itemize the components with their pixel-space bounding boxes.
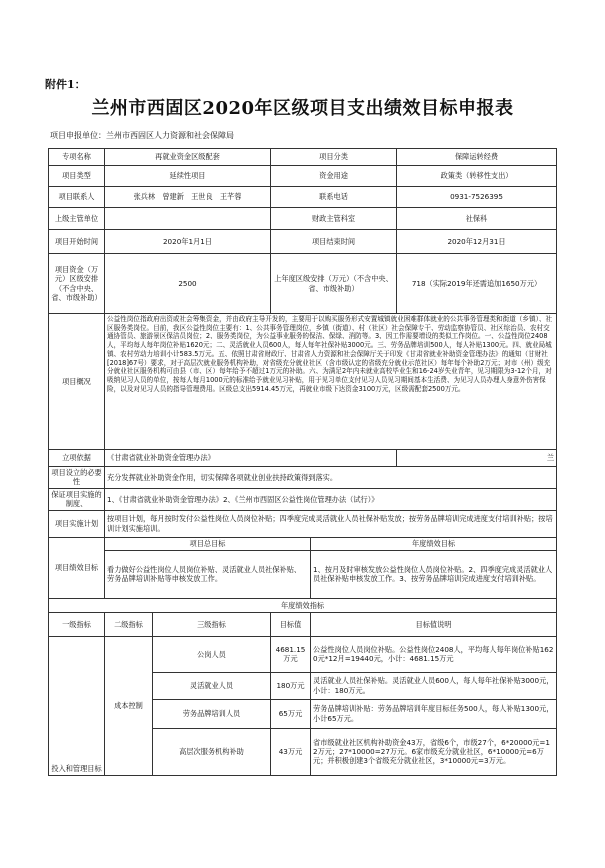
basis-label: 立项依据	[49, 450, 105, 467]
performance-table	[48, 148, 557, 776]
category-label: 项目分类	[271, 149, 397, 166]
policy-value: 1、《甘肃省就业补助资金管理办法》2、《兰州市西固区公益性岗位管理办法（试行）》	[105, 488, 557, 510]
table-row-name: 灵活就业人员	[153, 672, 271, 699]
basis-value: 《甘肃省就业补助资金管理办法》	[105, 450, 397, 467]
header-level2: 二级指标	[105, 612, 153, 636]
table-row-name: 高层次服务机构补助	[153, 728, 271, 775]
header-target-note: 目标值说明	[311, 612, 557, 636]
superior-dept-label: 上级主管单位	[49, 208, 105, 230]
applicant-unit: 项目申报单位：兰州市西固区人力资源和社会保障局	[50, 131, 234, 140]
funds-label: 项目资金（万元）区级安排（不含中央、省、市级补助）	[49, 254, 105, 314]
goal-year-value: 1、按月及时审核发放公益性岗位人员岗位补贴。2、四季度完成灵活就业人员社保补贴申核发放工作。3、按劳务品牌培训完成进度支付培训补贴。	[311, 550, 557, 598]
superior-dept-value	[105, 208, 271, 230]
page-title: 兰州市西固区2020年区级项目支出绩效目标申报表	[91, 98, 514, 119]
header-target: 目标值	[271, 612, 311, 636]
plan-value: 按项目计划，每月按时发付公益性岗位人员岗位补贴；四季度完成灵活就业人员社保补贴发放；按劳务品牌培训完成进度支付培训补贴；按培训计划实施培训。	[105, 510, 557, 537]
necessity-label: 项目设立的必要性	[49, 467, 105, 489]
indicators-section-title: 年度绩效指标	[49, 598, 557, 612]
table-row-value: 43万元	[271, 728, 311, 775]
table-row-value: 65万元	[271, 699, 311, 728]
level1-indicator: 投入和管理目标	[49, 636, 105, 775]
table-row-value: 180万元	[271, 672, 311, 699]
last-year-label: 上年度区级安排（万元）（不含中央、省、市级补助）	[271, 254, 397, 314]
level2-indicator: 成本控制	[105, 636, 153, 775]
table-row-value: 4681.15万元	[271, 636, 311, 672]
finance-dept-value: 社保科	[397, 208, 557, 230]
type-label: 项目类型	[49, 166, 105, 187]
goal-long-value: 看力做好公益性岗位人员岗位补贴、灵活就业人员社保补贴、劳务品牌培训补贴等申核发放工作。	[105, 550, 311, 598]
necessity-value: 充分发挥就业补助资金作用，切实保障各项就业创业扶持政策得到落实。	[105, 467, 557, 489]
end-time-label: 项目结束时间	[271, 230, 397, 254]
overview-text: 公益性岗位指政府出资或社会筹集资金，并由政府主导开发的，主要用于以购买服务形式安置城镇就业困难群体就业的公共事务管理类和街道（乡镇）、社区服务类岗位。目前，我区公益性岗位主要有：1、公共事务管理岗位，乡镇（街道）、村（社区）社会保障专干、劳动监察协管员、社区综治员、农村交通协管员、旅游景区保洁员岗位；2、服务类岗位，为公益事业服务的保洁、保绿、消防等。3、因工作需要增设的类似工作岗位。一、公益性岗位2408人，平均每人每年岗位补贴1620元；二、灵活就业人员600人，每人每年社保补贴3000元。三、劳务品牌培训500人，每人补贴1300元。四、就业局城镇、农村劳动力培训小计583.5万元。五、依照甘肃省财政厅、甘肃省人力资源和社会保障厅关于印发《甘肃省就业补助资金管理办法》的通知（甘财社[2018]67号）要求，对于高层次就业服务机构补助，对省级充分就业社区（含市级认定的省级充分就业示范社区）每年每个补助2万元；对市（州）级充分就业社区服务机构可由县（市、区）每年给予不超过1万元的补助。六、为满足2年内未就业高校毕业生和16-24岁失业青年，见习期限为3-12个月，对吸纳见习人员的单位，按每人每月1000元的标准给予就业见习补贴，用于见习单位支付见习人员见习期间基本生活费、为见习人员办理人身意外伤害保险，以及对见习人员的指导管理费用。区级总支出5914.45万元，再就业市级下达资金3100万元，区级需配套2500万元。	[105, 314, 557, 450]
name-label: 专项名称	[49, 149, 105, 166]
start-time-label: 项目开始时间	[49, 230, 105, 254]
table-row-name: 劳务品牌培训人员	[153, 699, 271, 728]
table-row-note: 公益性岗位人员岗位补贴。公益性岗位2408人，平均每人每年岗位补贴1620元*12月=19440元，小计：4681.15万元	[311, 636, 557, 672]
table-row-note: 省市级就业社区机构补助资金43万，省级6个，市级27个，6*20000元=12万元；27*10000=27万元。6家市级充分就业社区，6*10000元=6万元；并积极创建3个省级充分就业社区，3*10000元=3万元。	[311, 728, 557, 775]
table-row-note: 灵活就业人员社保补贴。灵活就业人员600人，每人每年社保补贴3000元，小计：180万元。	[311, 672, 557, 699]
category-value: 保障运转经费	[397, 149, 557, 166]
annex-label: 附件1：	[45, 78, 86, 91]
phone-label: 联系电话	[271, 187, 397, 208]
finance-dept-label: 财政主管科室	[271, 208, 397, 230]
header-level1: 一级指标	[49, 612, 105, 636]
header-level3: 三级指标	[153, 612, 271, 636]
use-label: 资金用途	[271, 166, 397, 187]
plan-label: 项目实施计划	[49, 510, 105, 537]
last-year-value: 718（实际2019年还需追加1650万元）	[397, 254, 557, 314]
goal-year-header: 年度绩效目标	[311, 537, 557, 550]
goal-label: 项目绩效目标	[49, 537, 105, 598]
basis-extra: 兰	[397, 450, 557, 467]
phone-value: 0931-7526395	[397, 187, 557, 208]
funds-value: 2500	[105, 254, 271, 314]
policy-label: 保证项目实施的制度、	[49, 488, 105, 510]
use-value: 政策类（转移性支出）	[397, 166, 557, 187]
overview-label: 项目概况	[49, 314, 105, 450]
goal-long-header: 项目总目标	[105, 537, 311, 550]
table-row-name: 公岗人员	[153, 636, 271, 672]
start-time-value: 2020年1月1日	[105, 230, 271, 254]
contact-label: 项目联系人	[49, 187, 105, 208]
type-value: 延续性项目	[105, 166, 271, 187]
table-row-note: 劳务品牌培训补贴：劳务品牌培训年度目标任务500人，每人补贴1300元，小计65万元。	[311, 699, 557, 728]
end-time-value: 2020年12月31日	[397, 230, 557, 254]
contact-value: 张兵林 曾建新 王世良 王芊蓉	[105, 187, 271, 208]
name-value: 再就业资金区级配套	[105, 149, 271, 166]
